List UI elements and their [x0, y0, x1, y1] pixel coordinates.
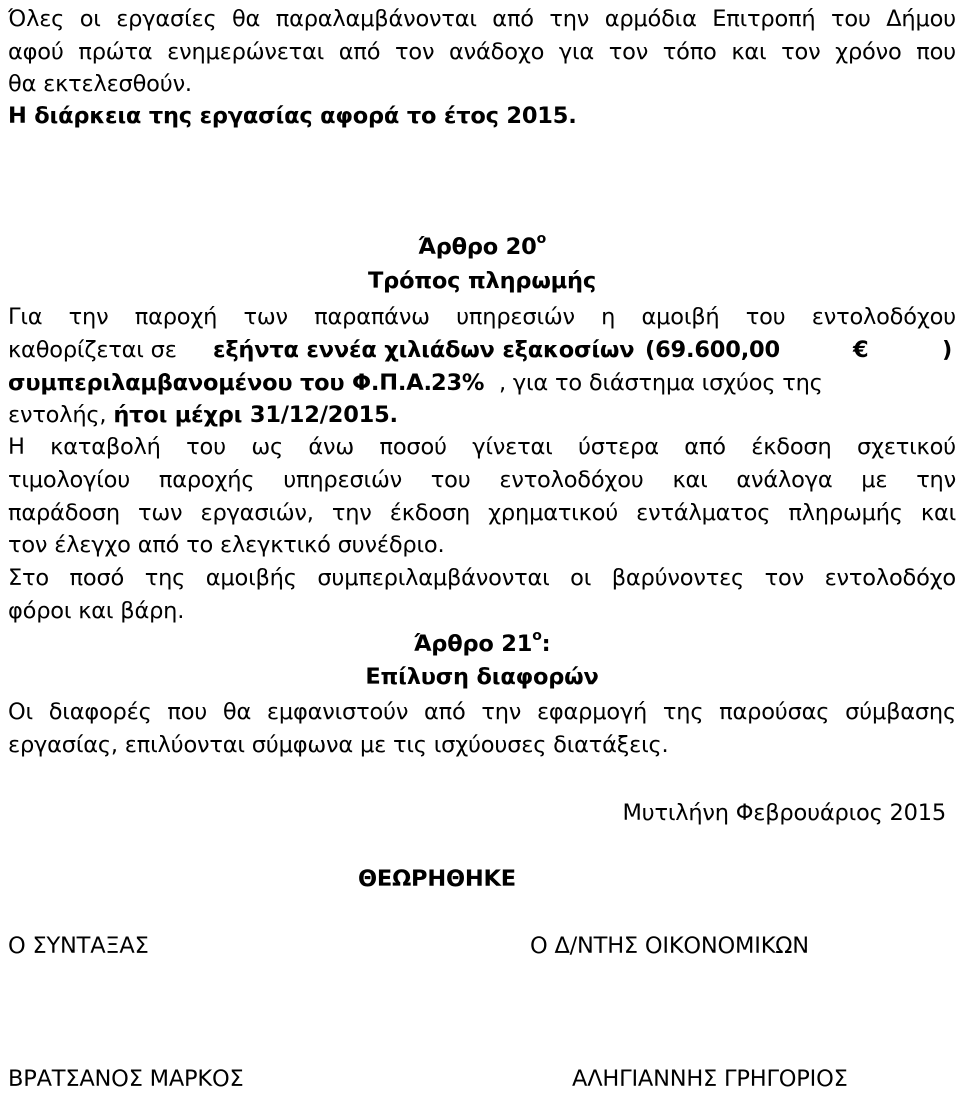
intro-line-2: αφού πρώτα ενημερώνεται από τον ανάδοχο για τον τόπο και τον χρόνο που — [8, 39, 956, 65]
amount-figure: (69.600,00 — [645, 337, 780, 363]
article-21-line-1: Οι διαφορές που θα εμφανιστούν από την εφαρμογή της παρούσας σύμβασης — [8, 699, 956, 725]
deadline: ήτοι μέχρι 31/12/2015. — [113, 402, 398, 428]
vat-rate: 23% — [431, 370, 485, 396]
article-20-p1-line-1: Για την παροχή των παραπάνω υπηρεσιών η αμοιβή του εντολοδόχου — [8, 304, 956, 330]
article-21-ordinal: ο — [532, 628, 542, 644]
author-title: Ο ΣΥΝΤΑΞΑΣ — [8, 933, 149, 959]
amount-words: εξήντα εννέα χιλιάδων εξακοσίων — [213, 337, 635, 363]
director-name: ΑΛΗΓΙΑΝΝΗΣ ΓΡΗΓΟΡΙΟΣ — [572, 1066, 848, 1092]
euro-symbol: € — [853, 337, 869, 363]
article-20-ordinal: ο — [536, 231, 547, 247]
article-20-p2-line-1: Η καταβολή του ως άνω ποσού γίνεται ύστερα από έκδοση σχετικού — [8, 434, 956, 460]
mandate-label: εντολής, — [8, 402, 107, 428]
article-21-subtitle: Επίλυση διαφορών — [365, 664, 599, 690]
amount-intro: καθορίζεται σε — [8, 337, 177, 363]
article-21-heading-text: Άρθρο 21 — [413, 631, 533, 657]
article-20-p3-line-2: φόροι και βάρη. — [8, 598, 185, 624]
article-20-p3-line-1: Στο ποσό της αμοιβής συμπεριλαμβάνονται οι βαρύνοντες τον εντολοδόχο — [8, 565, 956, 591]
vat-included: συμπεριλαμβανομένου του Φ.Π.Α. — [8, 370, 432, 396]
director-title: Ο Δ/ΝΤΗΣ ΟΙΚΟΝΟΜΙΚΩΝ — [530, 933, 809, 959]
article-21-line-2: εργασίας, επιλύονται σύμφωνα με τις ισχύουσες διατάξεις. — [8, 732, 669, 758]
article-20-heading-text: Άρθρο 20 — [417, 234, 537, 260]
article-20-p2-line-3: παράδοση των εργασιών, την έκδοση χρηματικού εντάλματος πληρωμής και — [8, 500, 956, 526]
approved-label: ΘΕΩΡΗΘΗΚΕ — [358, 866, 516, 892]
place-and-date: Μυτιλήνη Φεβρουάριος 2015 — [622, 800, 946, 826]
article-20-p1-line-4 — [8, 400, 956, 430]
author-name: ΒΡΑΤΣΑΝΟΣ ΜΑΡΚΟΣ — [8, 1066, 244, 1092]
article-21-heading — [8, 629, 956, 659]
article-20-p2-line-4: τον έλεγχο από το ελεγκτικό συνέδριο. — [8, 532, 445, 558]
article-21-colon: : — [541, 631, 551, 657]
article-20-subtitle: Τρόπος πληρωμής — [368, 268, 596, 294]
article-20-p2-line-2: τιμολογίου παροχής υπηρεσιών του εντολοδόχου και ανάλογα με την — [8, 467, 956, 493]
duration-statement: Η διάρκεια της εργασίας αφορά το έτος 2015. — [8, 103, 577, 129]
intro-line-1: Όλες οι εργασίες θα παραλαμβάνονται από την αρμόδια Επιτροπή του Δήμου — [8, 6, 956, 32]
article-20-heading — [8, 232, 956, 262]
amount-close-paren: ) — [942, 337, 953, 363]
validity-period: , για το διάστημα ισχύος της — [499, 370, 823, 396]
intro-line-3: θα εκτελεσθούν. — [8, 71, 192, 97]
